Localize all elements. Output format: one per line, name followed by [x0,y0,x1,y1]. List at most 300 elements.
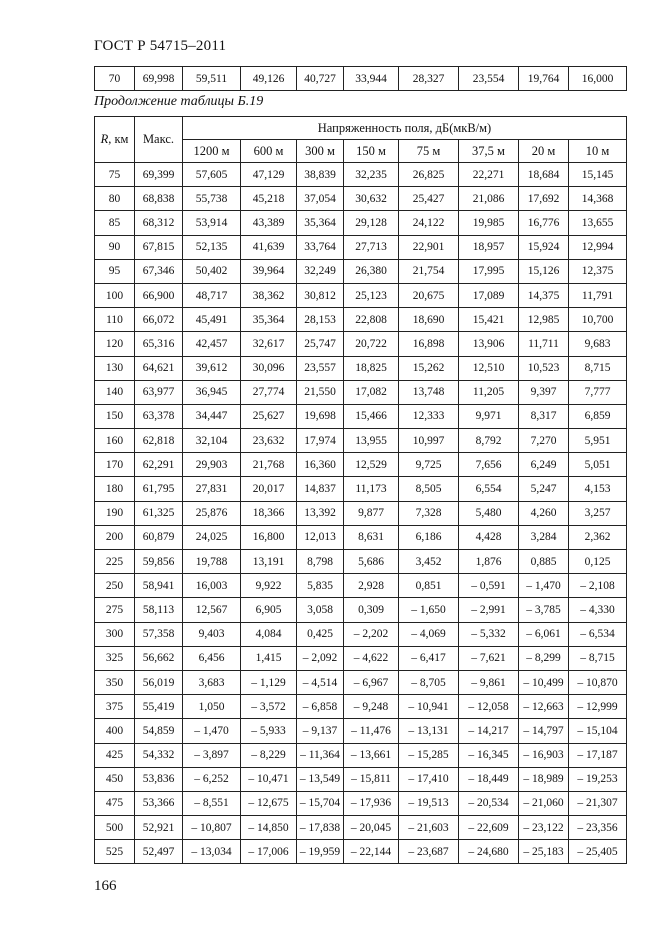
max-cell: 63,378 [135,404,183,428]
value-cell: 10,700 [569,308,627,332]
value-cell: – 3,572 [241,695,297,719]
value-cell: 5,247 [519,477,569,501]
value-cell: – 6,967 [344,670,399,694]
value-cell: 17,974 [297,429,344,453]
value-cell: 9,683 [569,332,627,356]
value-cell: 7,777 [569,380,627,404]
table-row [95,67,627,91]
value-cell: – 2,092 [297,646,344,670]
value-cell: 18,825 [344,356,399,380]
value-cell: 37,054 [297,187,344,211]
value-cell: – 9,137 [297,719,344,743]
value-cell: – 22,144 [344,840,399,864]
value-cell: 20,017 [241,477,297,501]
value-cell: 0,851 [399,574,459,598]
max-cell: 54,332 [135,743,183,767]
value-cell: – 13,549 [297,767,344,791]
value-cell: 3,452 [399,550,459,574]
table-row [95,404,627,428]
value-cell: 39,612 [183,356,241,380]
max-cell: 53,366 [135,791,183,815]
max-cell: 65,316 [135,332,183,356]
value-cell: – 15,704 [297,791,344,815]
value-cell: 30,096 [241,356,297,380]
distance-cell: 85 [95,211,135,235]
value-cell: 12,567 [183,598,241,622]
table-row [95,816,627,840]
table-row [95,501,627,525]
value-cell: 14,375 [519,283,569,307]
value-cell: 25,427 [399,187,459,211]
value-cell: – 1,470 [183,719,241,743]
value-cell: 5,051 [569,453,627,477]
distance-cell: 475 [95,791,135,815]
value-cell: – 3,785 [519,598,569,622]
value-cell: 8,715 [569,356,627,380]
max-cell: 52,921 [135,816,183,840]
value-cell: 4,153 [569,477,627,501]
value-cell: – 23,687 [399,840,459,864]
value-cell: 19,698 [297,404,344,428]
value-cell: 7,656 [459,453,519,477]
value-cell: 16,898 [399,332,459,356]
max-cell: 64,621 [135,356,183,380]
value-cell: 9,403 [183,622,241,646]
value-cell: 38,839 [297,163,344,187]
max-cell: 53,836 [135,767,183,791]
page-number: 166 [94,878,117,894]
value-cell: – 3,897 [183,743,241,767]
value-cell: 25,747 [297,332,344,356]
table-row [95,163,627,187]
value-cell: 3,284 [519,525,569,549]
value-cell: 53,914 [183,211,241,235]
value-cell: 22,808 [344,308,399,332]
value-cell: 11,791 [569,283,627,307]
value-cell: 9,725 [399,453,459,477]
table-row [95,840,627,864]
value-cell: 17,082 [344,380,399,404]
value-cell: – 19,513 [399,791,459,815]
value-cell: 17,089 [459,283,519,307]
value-cell: 9,971 [459,404,519,428]
distance-cell: 80 [95,187,135,211]
value-cell: 13,748 [399,380,459,404]
document-header: ГОСТ Р 54715–2011 [94,38,227,54]
table-row [95,235,627,259]
max-cell: 61,795 [135,477,183,501]
value-cell: 0,885 [519,550,569,574]
value-cell: 12,510 [459,356,519,380]
value-cell: 3,257 [569,501,627,525]
max-cell: 56,662 [135,646,183,670]
value-cell: – 17,187 [569,743,627,767]
max-cell: 61,325 [135,501,183,525]
value-cell: – 5,933 [241,719,297,743]
table-cell: 49,126 [241,67,297,91]
header-row [95,117,627,140]
value-cell: 12,529 [344,453,399,477]
table-cell: 70 [95,67,135,91]
value-cell: – 6,061 [519,622,569,646]
value-cell: 3,058 [297,598,344,622]
max-cell: 62,291 [135,453,183,477]
value-cell: – 17,410 [399,767,459,791]
value-cell: 13,955 [344,429,399,453]
value-cell: 48,717 [183,283,241,307]
value-cell: 15,262 [399,356,459,380]
value-cell: – 1,650 [399,598,459,622]
value-cell: 6,859 [569,404,627,428]
value-cell: 28,153 [297,308,344,332]
value-cell: 6,905 [241,598,297,622]
value-cell: 5,686 [344,550,399,574]
table-row [95,380,627,404]
value-cell: – 1,470 [519,574,569,598]
value-cell: 55,738 [183,187,241,211]
value-cell: 6,456 [183,646,241,670]
value-cell: – 4,069 [399,622,459,646]
value-cell: – 13,131 [399,719,459,743]
value-cell: 21,550 [297,380,344,404]
distance-column-header [95,117,135,163]
value-cell: 12,333 [399,404,459,428]
value-cell: – 18,449 [459,767,519,791]
table-caption: Продолжение таблицы Б.19 [94,94,264,109]
value-cell: 5,835 [297,574,344,598]
distance-cell: 95 [95,259,135,283]
value-cell: 25,123 [344,283,399,307]
value-cell: 20,675 [399,283,459,307]
value-cell: – 23,356 [569,816,627,840]
table-cell: 33,944 [344,67,399,91]
max-cell: 55,419 [135,695,183,719]
value-cell: 45,218 [241,187,297,211]
height-column-header: 600 м [241,140,297,163]
value-cell: – 10,807 [183,816,241,840]
distance-cell: 525 [95,840,135,864]
value-cell: 6,249 [519,453,569,477]
value-cell: 32,249 [297,259,344,283]
value-cell: 38,362 [241,283,297,307]
distance-cell: 140 [95,380,135,404]
value-cell: 33,764 [297,235,344,259]
value-cell: – 8,715 [569,646,627,670]
value-cell: 11,205 [459,380,519,404]
value-cell: 12,013 [297,525,344,549]
value-cell: 35,364 [297,211,344,235]
table-row [95,308,627,332]
value-cell: 16,800 [241,525,297,549]
distance-cell: 150 [95,404,135,428]
max-cell: 69,399 [135,163,183,187]
distance-cell: 200 [95,525,135,549]
value-cell: – 10,941 [399,695,459,719]
max-cell: 67,346 [135,259,183,283]
max-cell: 60,879 [135,525,183,549]
value-cell: 7,270 [519,429,569,453]
max-cell: 63,977 [135,380,183,404]
value-cell: – 25,405 [569,840,627,864]
value-cell: 8,792 [459,429,519,453]
value-cell: – 12,663 [519,695,569,719]
value-cell: 25,876 [183,501,241,525]
value-cell: 22,271 [459,163,519,187]
value-cell: – 4,622 [344,646,399,670]
table-cell: 16,000 [569,67,627,91]
max-cell: 68,838 [135,187,183,211]
value-cell: 0,309 [344,598,399,622]
table-cell: 40,727 [297,67,344,91]
table-row [95,767,627,791]
value-cell: 16,003 [183,574,241,598]
value-cell: 32,104 [183,429,241,453]
value-cell: 27,831 [183,477,241,501]
distance-cell: 500 [95,816,135,840]
value-cell: 20,722 [344,332,399,356]
value-cell: 12,375 [569,259,627,283]
table-row [95,622,627,646]
distance-cell: 325 [95,646,135,670]
value-cell: 30,632 [344,187,399,211]
value-cell: 30,812 [297,283,344,307]
distance-cell: 75 [95,163,135,187]
value-cell: 7,328 [399,501,459,525]
value-cell: 16,776 [519,211,569,235]
value-cell: 29,128 [344,211,399,235]
value-cell: – 2,108 [569,574,627,598]
value-cell: 19,788 [183,550,241,574]
field-strength-group-header: Напряженность поля, дБ(мкВ/м) [183,117,627,140]
value-cell: – 13,034 [183,840,241,864]
value-cell: – 19,253 [569,767,627,791]
max-cell: 58,941 [135,574,183,598]
value-cell: – 6,858 [297,695,344,719]
max-cell: 54,859 [135,719,183,743]
distance-cell: 130 [95,356,135,380]
table-row [95,719,627,743]
table-row [95,453,627,477]
distance-cell: 90 [95,235,135,259]
table-row [95,429,627,453]
value-cell: 26,825 [399,163,459,187]
table-row [95,598,627,622]
value-cell: – 10,471 [241,767,297,791]
value-cell: 57,605 [183,163,241,187]
table-row [95,525,627,549]
value-cell: 35,364 [241,308,297,332]
distance-cell: 160 [95,429,135,453]
distance-cell: 120 [95,332,135,356]
table-cell: 28,327 [399,67,459,91]
value-cell: 42,457 [183,332,241,356]
distance-cell: 100 [95,283,135,307]
table-cell: 23,554 [459,67,519,91]
max-column-header: Макс. [135,117,183,163]
value-cell: 39,964 [241,259,297,283]
value-cell: 14,368 [569,187,627,211]
distance-cell: 350 [95,670,135,694]
value-cell: 21,768 [241,453,297,477]
value-cell: 16,360 [297,453,344,477]
value-cell: 32,235 [344,163,399,187]
value-cell: 13,191 [241,550,297,574]
value-cell: – 15,104 [569,719,627,743]
max-cell: 66,900 [135,283,183,307]
value-cell: 9,877 [344,501,399,525]
table-row [95,211,627,235]
distance-symbol: R [100,132,109,146]
value-cell: – 10,499 [519,670,569,694]
value-cell: 9,397 [519,380,569,404]
value-cell: 22,901 [399,235,459,259]
table-row [95,670,627,694]
value-cell: – 18,989 [519,767,569,791]
value-cell: – 16,903 [519,743,569,767]
distance-cell: 450 [95,767,135,791]
value-cell: 5,480 [459,501,519,525]
value-cell: – 24,680 [459,840,519,864]
table-cell: 19,764 [519,67,569,91]
distance-cell: 425 [95,743,135,767]
value-cell: 8,505 [399,477,459,501]
table-row [95,259,627,283]
value-cell: 19,985 [459,211,519,235]
value-cell: 10,997 [399,429,459,453]
max-cell: 57,358 [135,622,183,646]
distance-cell: 250 [95,574,135,598]
value-cell: – 8,299 [519,646,569,670]
value-cell: – 11,364 [297,743,344,767]
value-cell: – 4,330 [569,598,627,622]
value-cell: 36,945 [183,380,241,404]
value-cell: 13,906 [459,332,519,356]
value-cell: 4,428 [459,525,519,549]
value-cell: – 14,850 [241,816,297,840]
value-cell: 15,466 [344,404,399,428]
value-cell: – 12,999 [569,695,627,719]
value-cell: 10,523 [519,356,569,380]
value-cell: 27,774 [241,380,297,404]
value-cell: 15,145 [569,163,627,187]
value-cell: – 0,591 [459,574,519,598]
distance-cell: 225 [95,550,135,574]
value-cell: – 9,248 [344,695,399,719]
height-column-header: 37,5 м [459,140,519,163]
value-cell: 15,924 [519,235,569,259]
value-cell: – 1,129 [241,670,297,694]
value-cell: – 17,006 [241,840,297,864]
value-cell: – 7,621 [459,646,519,670]
distance-cell: 375 [95,695,135,719]
table-row [95,332,627,356]
value-cell: 4,260 [519,501,569,525]
height-column-header: 300 м [297,140,344,163]
max-cell: 58,113 [135,598,183,622]
value-cell: – 17,936 [344,791,399,815]
value-cell: – 15,285 [399,743,459,767]
distance-cell: 400 [95,719,135,743]
value-cell: 34,447 [183,404,241,428]
value-cell: – 21,060 [519,791,569,815]
value-cell: 24,122 [399,211,459,235]
distance-cell: 300 [95,622,135,646]
value-cell: – 6,417 [399,646,459,670]
table-row [95,550,627,574]
height-column-header: 150 м [344,140,399,163]
value-cell: – 12,058 [459,695,519,719]
table-row [95,187,627,211]
value-cell: 12,985 [519,308,569,332]
value-cell: 18,690 [399,308,459,332]
table-row [95,356,627,380]
value-cell: – 2,991 [459,598,519,622]
value-cell: 4,084 [241,622,297,646]
value-cell: 2,928 [344,574,399,598]
height-column-header: 20 м [519,140,569,163]
value-cell: 15,421 [459,308,519,332]
value-cell: 45,491 [183,308,241,332]
table-row [95,695,627,719]
value-cell: 50,402 [183,259,241,283]
value-cell: – 11,476 [344,719,399,743]
value-cell: 1,876 [459,550,519,574]
value-cell: 6,186 [399,525,459,549]
value-cell: 11,173 [344,477,399,501]
value-cell: – 22,609 [459,816,519,840]
value-cell: – 23,122 [519,816,569,840]
value-cell: – 19,959 [297,840,344,864]
max-cell: 59,856 [135,550,183,574]
value-cell: 2,362 [569,525,627,549]
value-cell: 18,957 [459,235,519,259]
value-cell: – 14,217 [459,719,519,743]
value-cell: 17,995 [459,259,519,283]
value-cell: 18,684 [519,163,569,187]
value-cell: – 6,252 [183,767,241,791]
value-cell: 52,135 [183,235,241,259]
max-cell: 66,072 [135,308,183,332]
value-cell: – 21,603 [399,816,459,840]
value-cell: – 15,811 [344,767,399,791]
value-cell: 8,798 [297,550,344,574]
max-cell: 67,815 [135,235,183,259]
value-cell: – 25,183 [519,840,569,864]
value-cell: 14,837 [297,477,344,501]
value-cell: – 21,307 [569,791,627,815]
value-cell: – 12,675 [241,791,297,815]
max-cell: 68,312 [135,211,183,235]
value-cell: – 8,229 [241,743,297,767]
height-column-header: 1200 м [183,140,241,163]
value-cell: 23,557 [297,356,344,380]
max-cell: 62,818 [135,429,183,453]
value-cell: 12,994 [569,235,627,259]
value-cell: 47,129 [241,163,297,187]
height-column-header: 75 м [399,140,459,163]
value-cell: 27,713 [344,235,399,259]
value-cell: – 6,534 [569,622,627,646]
value-cell: 8,631 [344,525,399,549]
value-cell: 26,380 [344,259,399,283]
value-cell: 9,922 [241,574,297,598]
value-cell: – 4,514 [297,670,344,694]
table-row [95,791,627,815]
value-cell: 1,050 [183,695,241,719]
value-cell: 5,951 [569,429,627,453]
value-cell: 25,627 [241,404,297,428]
value-cell: – 5,332 [459,622,519,646]
